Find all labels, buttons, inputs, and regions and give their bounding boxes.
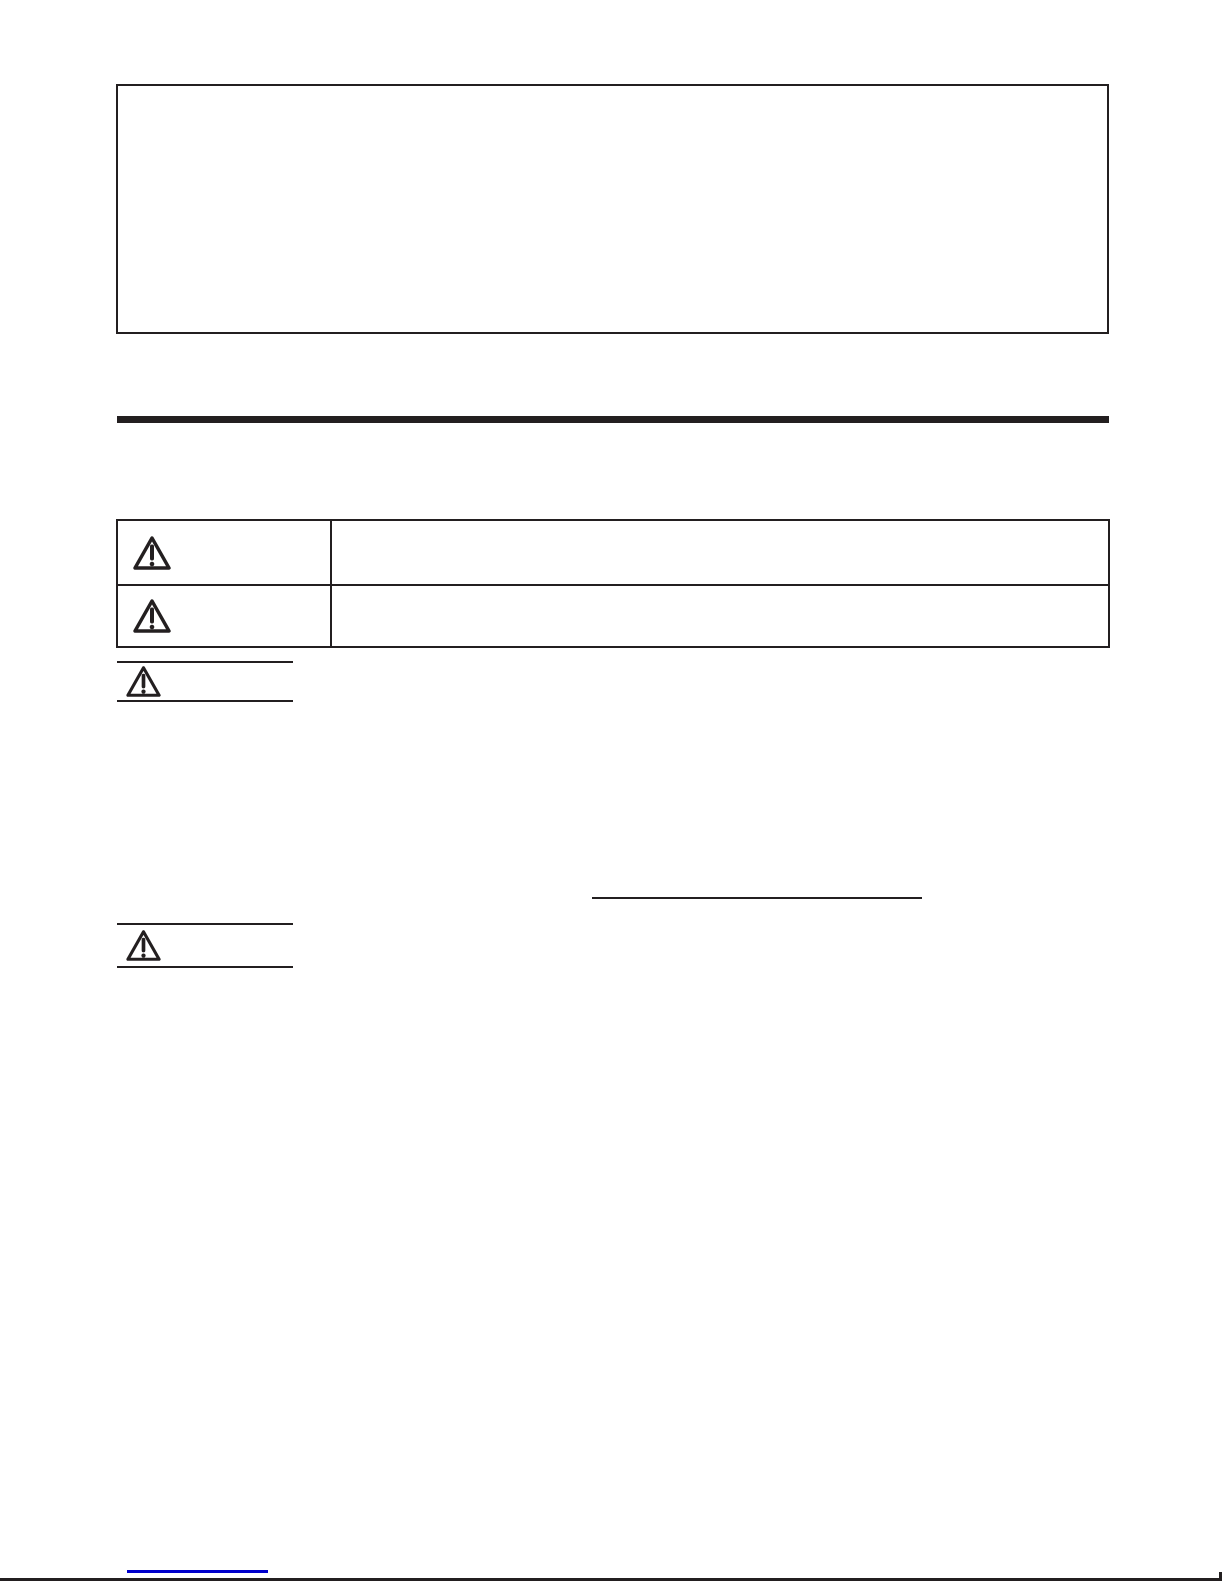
warning-triangle-icon [125, 665, 162, 698]
warning-triangle-icon [125, 929, 162, 962]
chapter-title-rule [117, 416, 1109, 423]
warning-section-heading [117, 923, 293, 968]
signal-definition-cell [331, 585, 1109, 647]
warning-triangle-icon [132, 535, 172, 571]
warning-triangle-icon [132, 598, 172, 634]
warning-icon-cell [117, 585, 331, 647]
footer-link[interactable] [127, 1556, 268, 1573]
signal-word-table [116, 519, 1110, 648]
table-row [117, 520, 1109, 585]
page-bottom-edge [0, 1578, 1222, 1581]
notice-box [116, 84, 1109, 334]
signal-definition-cell [331, 520, 1109, 585]
warning-icon-cell [117, 520, 331, 585]
warning-section-heading [117, 661, 293, 702]
page-bottom-edge-tick [1219, 1572, 1222, 1581]
underlined-text-rule [592, 897, 922, 899]
table-row [117, 585, 1109, 647]
